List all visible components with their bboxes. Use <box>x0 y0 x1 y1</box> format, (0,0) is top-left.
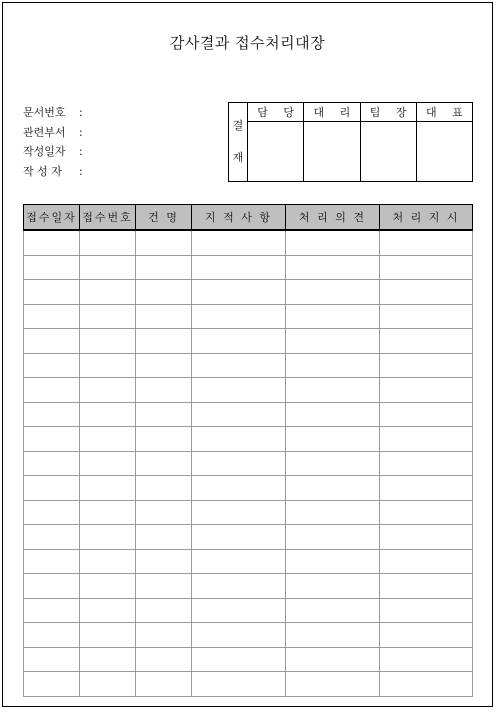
table-cell[interactable] <box>136 255 192 280</box>
table-cell[interactable] <box>24 647 80 672</box>
table-cell[interactable] <box>286 451 380 476</box>
table-cell[interactable] <box>286 672 380 697</box>
table-cell[interactable] <box>192 329 286 354</box>
table-row <box>24 574 473 599</box>
table-cell[interactable] <box>380 647 473 672</box>
table-cell[interactable] <box>24 230 80 255</box>
table-cell[interactable] <box>192 353 286 378</box>
approval-col-assistant-manager <box>304 103 360 181</box>
approval-col-team-leader <box>361 103 417 181</box>
approval-columns <box>248 103 472 181</box>
table-cell[interactable] <box>192 255 286 280</box>
table-cell[interactable] <box>80 598 136 623</box>
meta-colon: : <box>79 106 83 120</box>
table-cell[interactable] <box>24 574 80 599</box>
ledger-header-row <box>24 205 473 231</box>
approval-signature-cell[interactable] <box>417 122 472 181</box>
table-cell[interactable] <box>80 500 136 525</box>
table-cell[interactable] <box>80 353 136 378</box>
table-cell[interactable] <box>192 598 286 623</box>
table-cell[interactable] <box>136 280 192 305</box>
table-cell[interactable] <box>136 353 192 378</box>
table-cell[interactable] <box>24 549 80 574</box>
meta-row-author <box>23 162 149 182</box>
approval-side-bottom: 재 <box>232 151 244 164</box>
table-cell[interactable] <box>136 402 192 427</box>
table-cell[interactable] <box>80 427 136 452</box>
table-cell[interactable] <box>192 280 286 305</box>
table-cell[interactable] <box>80 672 136 697</box>
table-cell[interactable] <box>24 353 80 378</box>
table-cell[interactable] <box>286 574 380 599</box>
table-cell[interactable] <box>192 230 286 255</box>
table-row <box>24 476 473 501</box>
table-cell[interactable] <box>286 525 380 550</box>
table-row <box>24 623 473 648</box>
col-header-subject: 건 명 <box>136 205 192 231</box>
table-row <box>24 230 473 255</box>
table-cell[interactable] <box>80 329 136 354</box>
table-cell[interactable] <box>136 451 192 476</box>
table-cell[interactable] <box>380 329 473 354</box>
table-cell[interactable] <box>286 427 380 452</box>
approval-col-head: 담 당 <box>248 103 303 122</box>
table-cell[interactable] <box>192 647 286 672</box>
approval-col-ceo <box>417 103 472 181</box>
table-cell[interactable] <box>286 280 380 305</box>
table-cell[interactable] <box>380 402 473 427</box>
table-cell[interactable] <box>192 525 286 550</box>
table-cell[interactable] <box>136 525 192 550</box>
meta-row-date <box>23 142 149 162</box>
table-cell[interactable] <box>80 280 136 305</box>
table-cell[interactable] <box>286 353 380 378</box>
table-cell[interactable] <box>136 598 192 623</box>
approval-signature-cell[interactable] <box>304 122 359 181</box>
table-cell[interactable] <box>192 574 286 599</box>
table-cell[interactable] <box>192 500 286 525</box>
table-cell[interactable] <box>192 451 286 476</box>
table-row <box>24 672 473 697</box>
table-row <box>24 378 473 403</box>
table-cell[interactable] <box>24 329 80 354</box>
table-cell[interactable] <box>286 598 380 623</box>
table-cell[interactable] <box>380 280 473 305</box>
table-cell[interactable] <box>136 378 192 403</box>
approval-col-head: 팀 장 <box>361 103 416 122</box>
table-cell[interactable] <box>80 378 136 403</box>
table-cell[interactable] <box>24 672 80 697</box>
table-cell[interactable] <box>192 476 286 501</box>
table-cell[interactable] <box>136 647 192 672</box>
table-cell[interactable] <box>136 427 192 452</box>
table-cell[interactable] <box>24 598 80 623</box>
approval-col-staff <box>248 103 304 181</box>
table-cell[interactable] <box>24 280 80 305</box>
meta-row-doc-number <box>23 103 149 123</box>
col-header-receipt-number: 접수번호 <box>80 205 136 231</box>
table-cell[interactable] <box>380 476 473 501</box>
table-cell[interactable] <box>192 402 286 427</box>
table-cell[interactable] <box>380 500 473 525</box>
meta-label: 작성일자 <box>23 145 66 159</box>
table-cell[interactable] <box>192 378 286 403</box>
meta-colon: : <box>79 164 83 178</box>
table-cell[interactable] <box>136 672 192 697</box>
table-row <box>24 402 473 427</box>
table-cell[interactable] <box>380 451 473 476</box>
table-row <box>24 255 473 280</box>
table-row <box>24 427 473 452</box>
table-cell[interactable] <box>286 549 380 574</box>
table-cell[interactable] <box>380 378 473 403</box>
table-row <box>24 329 473 354</box>
table-cell[interactable] <box>380 230 473 255</box>
table-cell[interactable] <box>80 304 136 329</box>
table-cell[interactable] <box>136 304 192 329</box>
table-cell[interactable] <box>286 378 380 403</box>
table-cell[interactable] <box>380 304 473 329</box>
approval-side-label <box>229 103 248 181</box>
table-cell[interactable] <box>80 647 136 672</box>
table-cell[interactable] <box>136 329 192 354</box>
approval-box <box>228 102 473 182</box>
table-row <box>24 353 473 378</box>
ledger-body <box>24 230 473 696</box>
table-cell[interactable] <box>24 525 80 550</box>
document-meta <box>23 103 149 181</box>
table-cell[interactable] <box>192 304 286 329</box>
table-cell[interactable] <box>192 623 286 648</box>
table-cell[interactable] <box>24 304 80 329</box>
table-cell[interactable] <box>380 255 473 280</box>
table-cell[interactable] <box>286 304 380 329</box>
table-cell[interactable] <box>80 623 136 648</box>
table-row <box>24 598 473 623</box>
table-cell[interactable] <box>380 672 473 697</box>
table-cell[interactable] <box>24 476 80 501</box>
document-page <box>2 2 493 707</box>
table-row <box>24 500 473 525</box>
table-cell[interactable] <box>380 525 473 550</box>
table-cell[interactable] <box>286 402 380 427</box>
table-row <box>24 549 473 574</box>
table-cell[interactable] <box>24 451 80 476</box>
table-cell[interactable] <box>80 574 136 599</box>
meta-label: 작 성 자 <box>23 164 62 178</box>
col-header-findings: 지 적 사 항 <box>192 205 286 231</box>
table-cell[interactable] <box>286 230 380 255</box>
approval-side-top: 결 <box>232 119 244 132</box>
table-cell[interactable] <box>136 549 192 574</box>
table-cell[interactable] <box>192 672 286 697</box>
col-header-action-opinion: 처 리 의 견 <box>286 205 380 231</box>
table-cell[interactable] <box>136 623 192 648</box>
meta-label: 관련부서 <box>23 125 66 139</box>
approval-col-head: 대 표 <box>417 103 472 122</box>
meta-colon: : <box>79 145 83 159</box>
table-cell[interactable] <box>380 623 473 648</box>
table-cell[interactable] <box>24 427 80 452</box>
table-cell[interactable] <box>80 549 136 574</box>
table-cell[interactable] <box>380 598 473 623</box>
table-cell[interactable] <box>80 255 136 280</box>
table-cell[interactable] <box>286 500 380 525</box>
meta-label: 문서번호 <box>23 106 66 120</box>
approval-signature-cell[interactable] <box>361 122 416 181</box>
table-cell[interactable] <box>286 476 380 501</box>
table-cell[interactable] <box>192 427 286 452</box>
meta-colon: : <box>79 125 83 139</box>
meta-row-department <box>23 123 149 143</box>
document-title: 감사결과 접수처리대장 <box>169 34 326 52</box>
table-cell[interactable] <box>286 329 380 354</box>
col-header-action-instruction: 처 리 지 시 <box>380 205 473 231</box>
table-cell[interactable] <box>80 402 136 427</box>
table-cell[interactable] <box>24 623 80 648</box>
table-cell[interactable] <box>286 647 380 672</box>
table-cell[interactable] <box>24 378 80 403</box>
ledger-table <box>23 204 473 697</box>
table-row <box>24 280 473 305</box>
table-cell[interactable] <box>136 230 192 255</box>
table-cell[interactable] <box>380 574 473 599</box>
table-row <box>24 525 473 550</box>
table-cell[interactable] <box>136 574 192 599</box>
table-row <box>24 451 473 476</box>
table-cell[interactable] <box>80 525 136 550</box>
table-cell[interactable] <box>24 255 80 280</box>
table-row <box>24 304 473 329</box>
table-cell[interactable] <box>192 549 286 574</box>
table-cell[interactable] <box>80 476 136 501</box>
table-cell[interactable] <box>136 500 192 525</box>
table-cell[interactable] <box>286 623 380 648</box>
table-cell[interactable] <box>286 255 380 280</box>
approval-col-head: 대 리 <box>304 103 359 122</box>
table-cell[interactable] <box>380 353 473 378</box>
table-cell[interactable] <box>136 476 192 501</box>
table-cell[interactable] <box>24 500 80 525</box>
approval-signature-cell[interactable] <box>248 122 303 181</box>
table-cell[interactable] <box>80 230 136 255</box>
table-row <box>24 647 473 672</box>
col-header-receipt-date: 접수일자 <box>24 205 80 231</box>
table-cell[interactable] <box>380 427 473 452</box>
table-cell[interactable] <box>24 402 80 427</box>
table-cell[interactable] <box>80 451 136 476</box>
table-cell[interactable] <box>380 549 473 574</box>
